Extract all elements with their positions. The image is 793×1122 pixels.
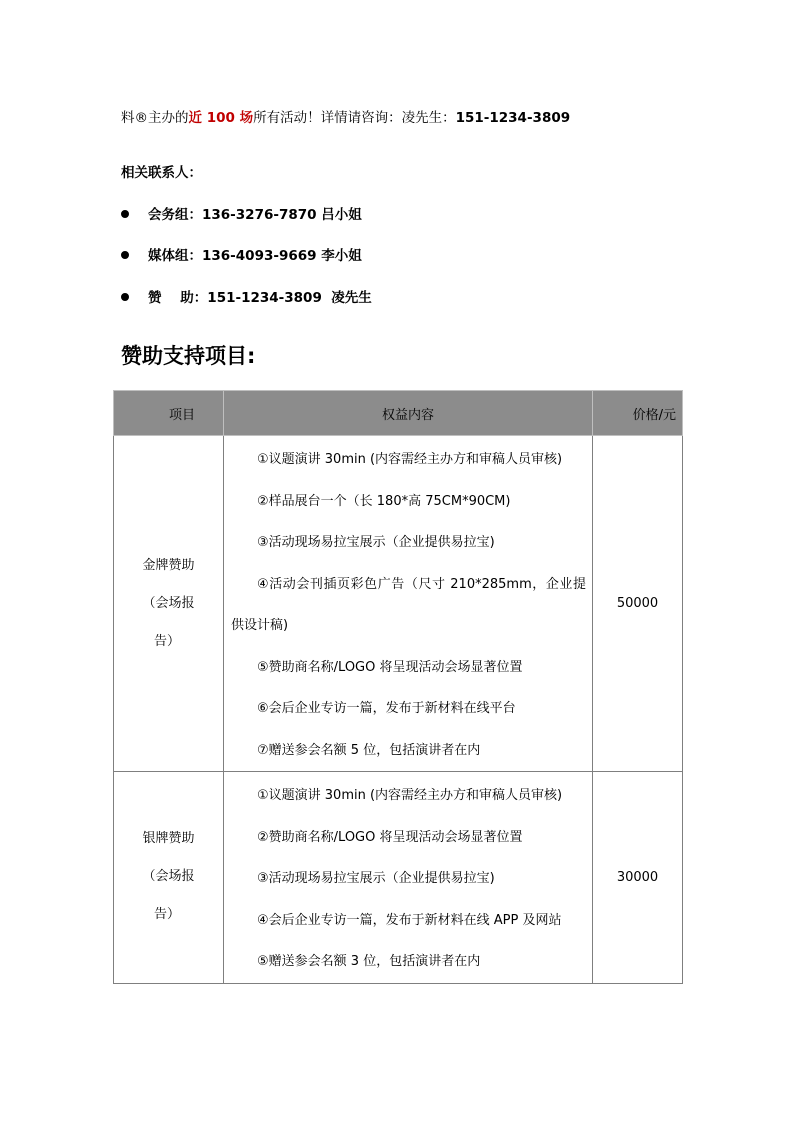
benefit-item: ⑤赠送参会名额 3 位，包括演讲者在内 xyxy=(257,954,481,969)
contact-text: 会务组：136-3276-7870 吕小姐 xyxy=(148,207,362,223)
contact-text: 媒体组：136-4093-9669 李小姐 xyxy=(148,248,362,264)
table-row xyxy=(114,436,683,772)
package-price: 50000 xyxy=(593,436,683,772)
intro-middle: 所有活动！详情请咨询：凌先生： xyxy=(253,110,456,126)
bullet-icon xyxy=(121,210,129,218)
table-row xyxy=(114,772,683,984)
contact-text: 赞 助：151-1234-3809 凌先生 xyxy=(148,290,372,306)
benefits-list xyxy=(224,772,593,984)
benefit-item: ③活动现场易拉宝展示（企业提供易拉宝) xyxy=(257,871,495,886)
benefits-list xyxy=(224,436,593,772)
benefit-item: ⑤赞助商名称/LOGO 将呈现活动会场显著位置 xyxy=(257,659,523,675)
contact-item xyxy=(121,244,362,264)
benefit-item: ⑥会后企业专访一篇，发布于新材料在线平台 xyxy=(257,701,516,716)
benefit-item: ③活动现场易拉宝展示（企业提供易拉宝) xyxy=(257,535,495,550)
table-header-row xyxy=(114,391,683,436)
benefit-item: ⑦赠送参会名额 5 位，包括演讲者在内 xyxy=(257,742,481,758)
package-price: 30000 xyxy=(593,772,683,984)
benefit-item: ②样品展台一个（长 180*高 75CM*90CM) xyxy=(257,493,511,509)
bullet-icon xyxy=(121,251,129,259)
contact-item xyxy=(121,286,372,306)
contact-item xyxy=(121,203,362,223)
header-item: 项目 xyxy=(114,391,224,436)
header-price: 价格/元 xyxy=(593,391,683,436)
header-benefits: 权益内容 xyxy=(224,391,593,436)
benefit-item: ②赞助商名称/LOGO 将呈现活动会场显著位置 xyxy=(257,829,523,845)
intro-prefix: 料®主办的 xyxy=(121,110,189,126)
benefit-item: ④活动会刊插页彩色广告（尺寸 210*285mm，企业提供设计稿) xyxy=(231,576,586,633)
package-name: 银牌赞助 （会场报 告） xyxy=(114,772,224,984)
intro-highlight: 近 100 场 xyxy=(188,110,254,126)
benefit-item: ④会后企业专访一篇，发布于新材料在线 APP 及网站 xyxy=(257,912,562,928)
package-name: 金牌赞助 （会场报 告） xyxy=(114,436,224,772)
section-title: 赞助支持项目: xyxy=(121,344,256,368)
intro-line xyxy=(121,108,570,128)
bullet-icon xyxy=(121,293,129,301)
benefit-item: ①议题演讲 30min (内容需经主办方和审稿人员审核) xyxy=(257,788,563,803)
sponsorship-table xyxy=(113,390,683,984)
intro-phone: 151-1234-3809 xyxy=(455,110,571,126)
benefit-item: ①议题演讲 30min (内容需经主办方和审稿人员审核) xyxy=(257,452,563,467)
contacts-label: 相关联系人： xyxy=(121,165,202,181)
